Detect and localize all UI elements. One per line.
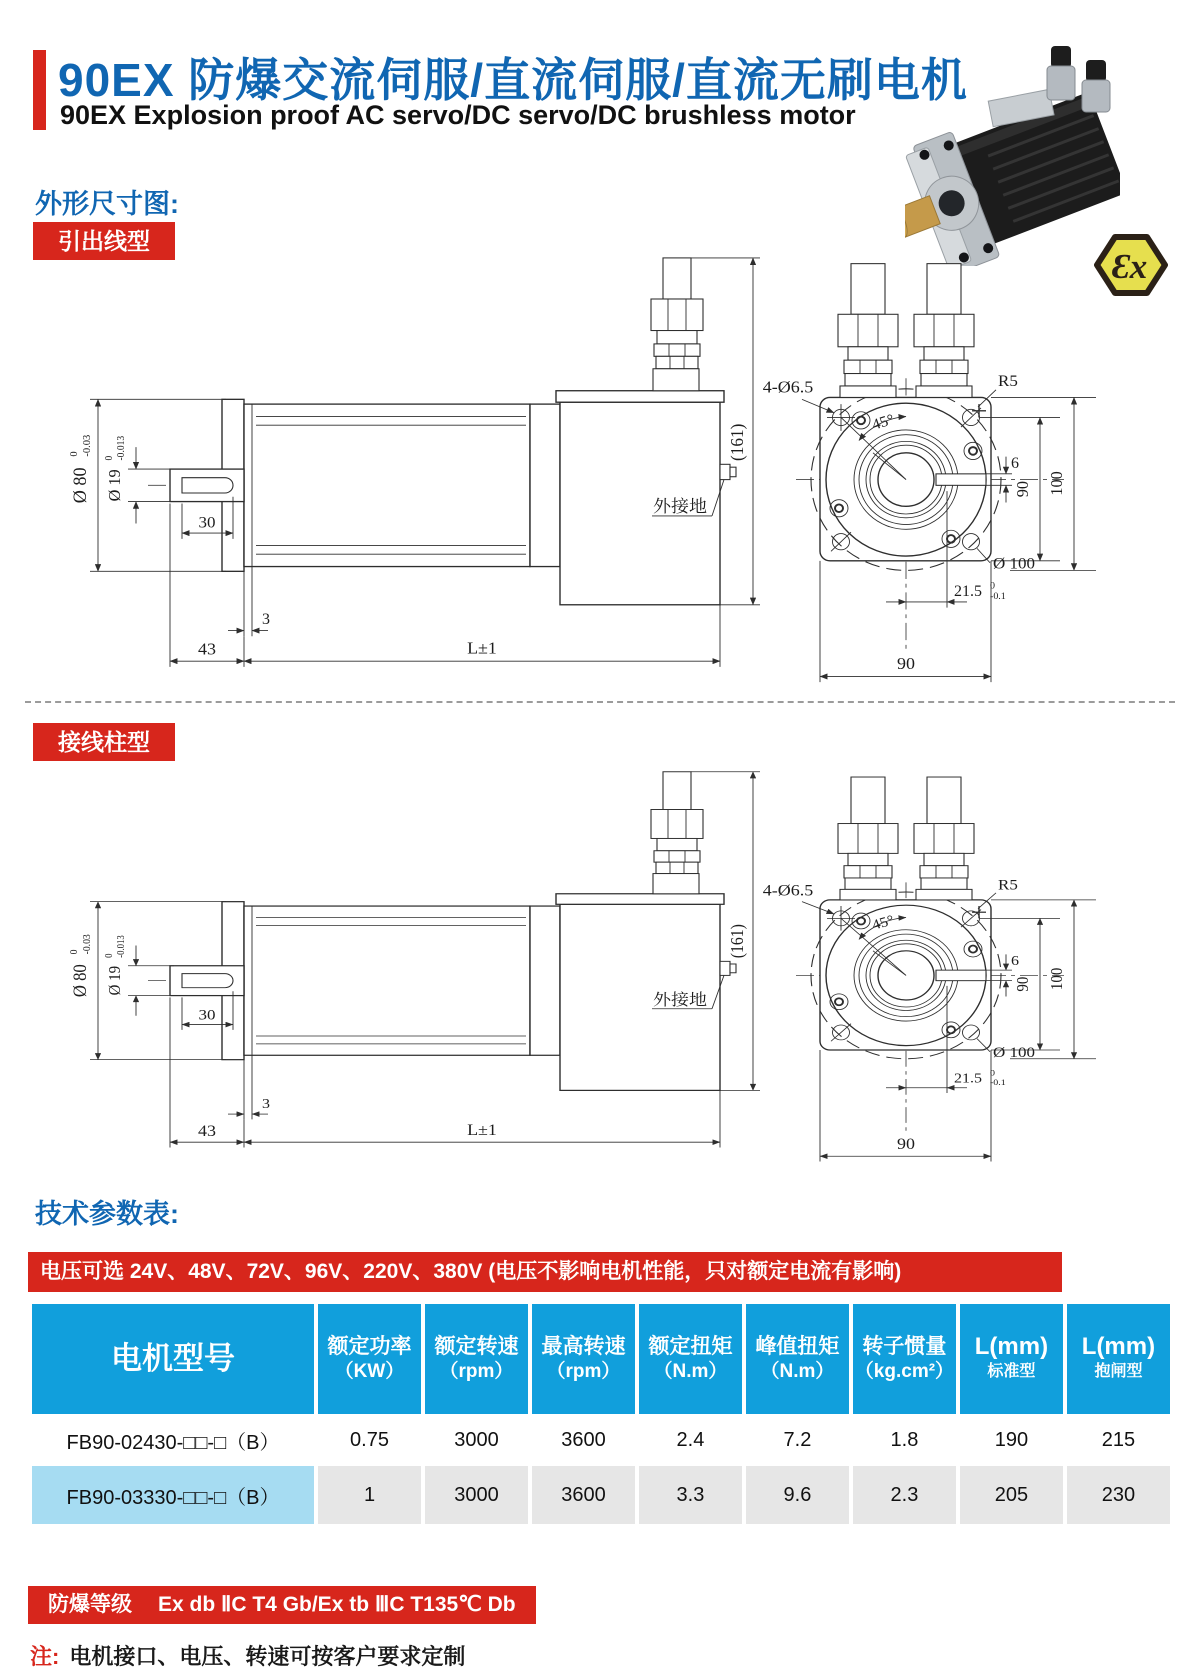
dim-bolt-circle: Ø 100 xyxy=(993,553,1035,573)
dim-ground-label: 外接地 xyxy=(653,496,707,516)
header-line2: 标准型 xyxy=(987,1363,1036,1380)
page-subtitle: 90EX Explosion proof AC servo/DC servo/DC brushless motor xyxy=(60,100,856,130)
spec-table xyxy=(28,1300,1174,1528)
column-header-rotor-inertia xyxy=(853,1304,956,1414)
table-header-row xyxy=(32,1304,1170,1414)
dim-key-flat-tol-bot: -0.1 xyxy=(990,591,1006,602)
dim-overall-height: (161) xyxy=(726,423,748,461)
spec-cell: 215 xyxy=(1067,1418,1170,1462)
front-cable-glands xyxy=(838,264,974,398)
dim-flange-step: 3 xyxy=(262,611,270,628)
header-line1: 最高转速 xyxy=(541,1335,626,1358)
spec-cell: 1 xyxy=(318,1466,421,1524)
spec-cell: 190 xyxy=(960,1418,1063,1462)
header-line2: （N.m） xyxy=(760,1361,835,1382)
spec-cell: 230 xyxy=(1067,1466,1170,1524)
spec-cell: 3000 xyxy=(425,1418,528,1462)
header-line1: 峰值扭矩 xyxy=(755,1335,840,1358)
spec-cell: 0.75 xyxy=(318,1418,421,1462)
header-line1: L(mm) xyxy=(1081,1333,1156,1360)
params-section-heading: 技术参数表: xyxy=(35,1199,179,1229)
dimension-drawing-terminal-post xyxy=(60,770,1160,1165)
spec-cell: 205 xyxy=(960,1466,1063,1524)
header-line1: 电机型号 xyxy=(111,1341,235,1376)
title-accent-bar xyxy=(33,50,46,130)
column-header-max-speed xyxy=(532,1304,635,1414)
table-row xyxy=(32,1466,1170,1524)
dimension-drawing-lead-wire xyxy=(60,256,1160,686)
dim-square-outer: 100 xyxy=(1046,471,1067,496)
header-line1: 额定扭矩 xyxy=(648,1335,733,1358)
column-header-length-standard xyxy=(960,1304,1063,1414)
rating-value: Ex db ⅡC T4 Gb/Ex tb ⅢC T135℃ Db xyxy=(158,1593,516,1616)
header-line2: 抱闸型 xyxy=(1094,1363,1143,1380)
dim-shaft-d19-tol-bot: -0.013 xyxy=(115,435,128,461)
note-prefix: 注: xyxy=(30,1644,60,1669)
header-line1: 额定转速 xyxy=(434,1335,519,1358)
dim-key-flat: 21.5 xyxy=(954,583,982,601)
dim-shaft-d19-tol-top: 0 xyxy=(103,455,116,461)
spec-cell: 9.6 xyxy=(746,1466,849,1524)
header-line2: （rpm） xyxy=(546,1361,621,1382)
dim-key-flat-tol-top: 0 xyxy=(990,580,996,592)
header-line1: L(mm) xyxy=(974,1333,1049,1360)
dim-corner-radius: R5 xyxy=(997,371,1018,390)
rating-label: 防爆等级 xyxy=(48,1593,132,1616)
column-header-length-brake xyxy=(1067,1304,1170,1414)
dim-shaft-d80-tol-bot: -0.03 xyxy=(80,434,94,457)
dim-square-inner: 90 xyxy=(1012,481,1033,498)
column-header-peak-torque xyxy=(746,1304,849,1414)
dim-shaft-d19: Ø 19 xyxy=(104,469,125,502)
spec-cell: 1.8 xyxy=(853,1418,956,1462)
dim-mounting-holes: 4-Ø6.5 xyxy=(762,377,814,397)
spec-cell: 2.4 xyxy=(639,1418,742,1462)
header-line2: （KW） xyxy=(334,1361,405,1382)
dim-shaft-d80-tol-top: 0 xyxy=(67,451,81,457)
lead-wire-type-badge: 引出线型 xyxy=(33,222,175,260)
spec-cell: 3000 xyxy=(425,1466,528,1524)
section-divider xyxy=(25,701,1175,703)
dim-front-length: 43 xyxy=(198,638,216,659)
ex-mark-text: Ɛx xyxy=(1112,247,1148,286)
model-cell: FB90-02430-□□-□（B） xyxy=(32,1418,314,1462)
note-text: 电机接口、电压、转速可按客户要求定制 xyxy=(69,1644,466,1669)
dim-key-length: 30 xyxy=(198,512,216,532)
spec-cell: 3600 xyxy=(532,1418,635,1462)
spec-cell: 7.2 xyxy=(746,1418,849,1462)
column-header-rated-torque xyxy=(639,1304,742,1414)
model-cell: FB90-03330-□□-□（B） xyxy=(32,1466,314,1524)
header-line2: （kg.cm²） xyxy=(854,1361,955,1382)
spec-cell: 3.3 xyxy=(639,1466,742,1524)
dim-body-length: L±1 xyxy=(467,637,497,658)
voltage-options-banner: 电压可选 24V、48V、72V、96V、220V、380V (电压不影响电机性能，只对额定电流有影响) xyxy=(28,1252,1062,1292)
table-row xyxy=(32,1418,1170,1462)
dim-key-width: 6 xyxy=(1011,455,1019,473)
column-header-model xyxy=(32,1304,314,1414)
dim-hole-angle: 45° xyxy=(869,411,897,434)
spec-cell: 3600 xyxy=(532,1466,635,1524)
dim-square-width: 90 xyxy=(897,653,915,673)
column-header-rated-power xyxy=(318,1304,421,1414)
motor-photo xyxy=(905,36,1120,266)
customization-note xyxy=(30,1640,465,1671)
page-title: 90EX 防爆交流伺服/直流伺服/直流无刷电机 xyxy=(58,54,968,106)
terminal-post-type-badge: 接线柱型 xyxy=(33,723,175,761)
spec-cell: 2.3 xyxy=(853,1466,956,1524)
column-header-rated-speed xyxy=(425,1304,528,1414)
dimensions-section-heading: 外形尺寸图: xyxy=(35,189,179,219)
explosion-rating-banner xyxy=(28,1586,536,1624)
header-line2: （N.m） xyxy=(653,1361,728,1382)
header-line1: 额定功率 xyxy=(327,1335,412,1358)
header-line1: 转子惯量 xyxy=(862,1335,947,1358)
dim-shaft-d80: Ø 80 xyxy=(69,467,92,504)
header-line2: （rpm） xyxy=(439,1361,514,1382)
